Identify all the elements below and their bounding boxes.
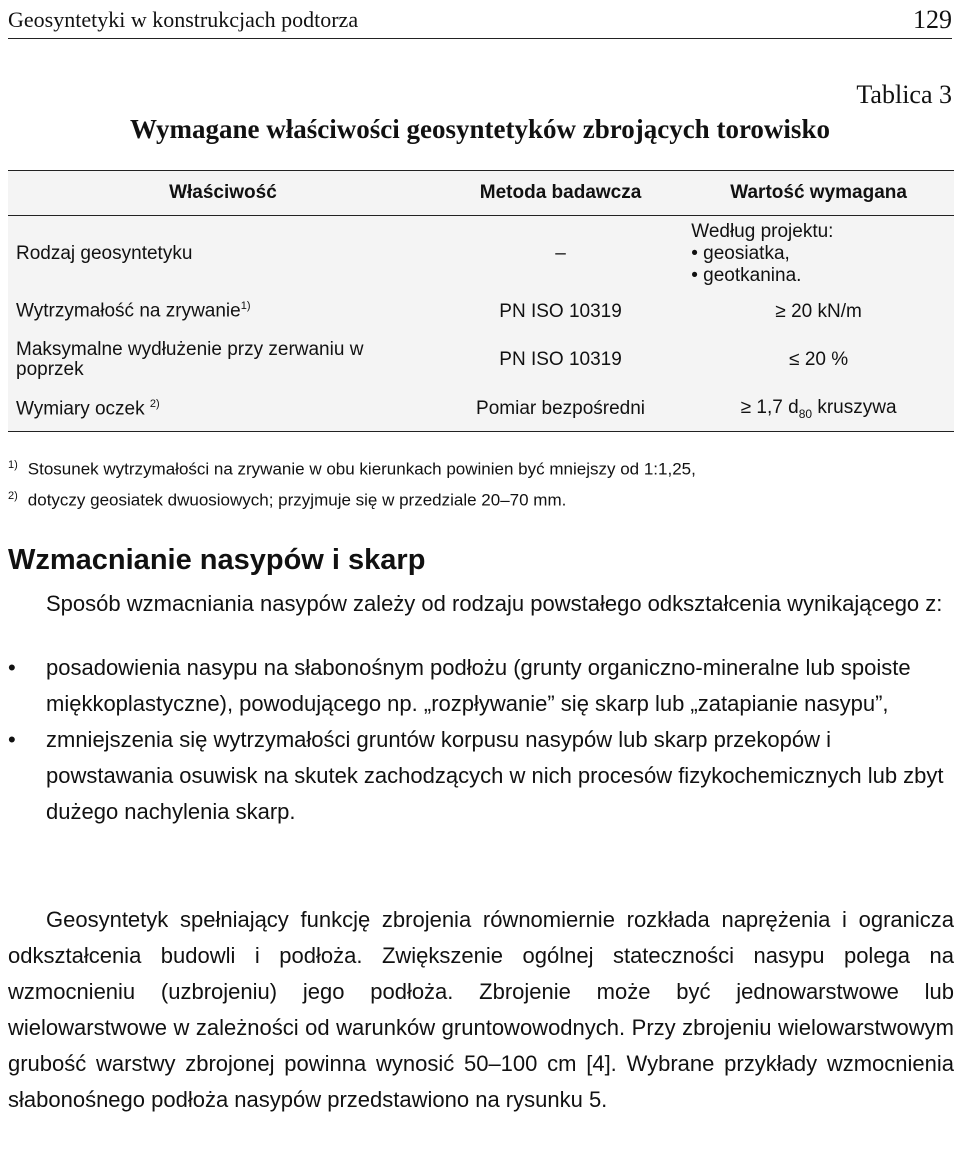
- cell-value: ≥ 20 kN/m: [775, 300, 862, 322]
- header-value: Wartość wymagana: [683, 171, 954, 216]
- running-head-title: Geosyntetyki w konstrukcjach podtorza: [8, 7, 359, 32]
- table-row: [8, 216, 954, 292]
- cell-method: Pomiar bezpośredni: [438, 388, 683, 432]
- header-method: Metoda badawcza: [438, 171, 683, 216]
- cell-method: PN ISO 10319: [499, 348, 622, 370]
- table-label: Tablica 3: [856, 80, 952, 109]
- table-row: [8, 388, 954, 432]
- body-paragraph: Geosyntetyk spełniający funkcję zbrojenia równomiernie rozkłada naprężenia i ogranicza odkształcenia budowli i podłoża. Zwiększenie ogólnej stateczności nasypu polega na wzmocnieniu (uzbrojeniu) jego podłoża. Zbrojenie może być jednowarstwowe lub wielowarstwowe w zależności od warunków gruntowowodnych. Przy zbrojeniu wielowarstwowym grubość warstwy zbrojonej powinna wynosić 50–100 cm [4]. Wybrane przykłady wzmocnienia słabonośnego podłoża nasypów przedstawiono na rysunku 5.: [8, 907, 954, 1112]
- cell-property: Rodzaj geosyntetyku: [16, 242, 193, 264]
- page-number: 129: [913, 5, 952, 34]
- cell-property: Wytrzymałość na zrywanie$^{1)}$: [16, 300, 251, 322]
- section-intro: Sposób wzmacniania nasypów zależy od rodzaju powstałego odkształcenia wynikającego z:: [46, 591, 943, 616]
- value-item: • geosiatka,: [691, 243, 946, 265]
- list-item: • posadowienia nasypu na słabonośnym podłożu (grunty organiczno-mineralne lub spoiste miękkoplastyczne), powodującego np. „rozpływanie” się skarp lub „zatapianie nasypu”,: [8, 650, 954, 722]
- value-item: • geotkanina.: [691, 265, 946, 287]
- footnote: $^{1)}$ Stosunek wytrzymałości na zrywanie w obu kierunkach powinien być mniejszy od 1:1,25,: [8, 459, 696, 479]
- cell-method: –: [555, 242, 566, 264]
- cell-value: ≤ 20 %: [789, 348, 849, 370]
- cell-property: Maksymalne wydłużenie przy zerwaniu w poprzek: [16, 338, 364, 380]
- running-head: [8, 6, 952, 39]
- footnote: $^{2)}$ dotyczy geosiatek dwuosiowych; przyjmuje się w przedziale 20–70 mm.: [8, 489, 567, 510]
- table-footnotes: [8, 452, 954, 513]
- table-row: [8, 292, 954, 332]
- cell-property: Wymiary oczek $^{2)}$: [8, 388, 438, 432]
- cell-value: Według projektu: • geosiatka, • geotkanina.: [683, 216, 954, 292]
- table-header-row: [8, 171, 954, 216]
- header-property: Właściwość: [8, 171, 438, 216]
- table-row: [8, 332, 954, 388]
- bullet-list: [8, 650, 954, 830]
- table-title: Wymagane właściwości geosyntetyków zbrojących torowisko: [130, 114, 830, 144]
- section-title: Wzmacnianie nasypów i skarp: [8, 544, 426, 576]
- cell-method: PN ISO 10319: [499, 300, 622, 322]
- list-item: • zmniejszenia się wytrzymałości gruntów korpusu nasypów lub skarp przekopów i powstawania osuwisk na skutek zachodzących w nich procesów fizykochemicznych lub zbyt dużego nachylenia skarp.: [8, 722, 954, 830]
- cell-value: ≥ 1,7 $d_{80}$ kruszywa: [683, 388, 954, 432]
- requirements-table: [8, 170, 954, 432]
